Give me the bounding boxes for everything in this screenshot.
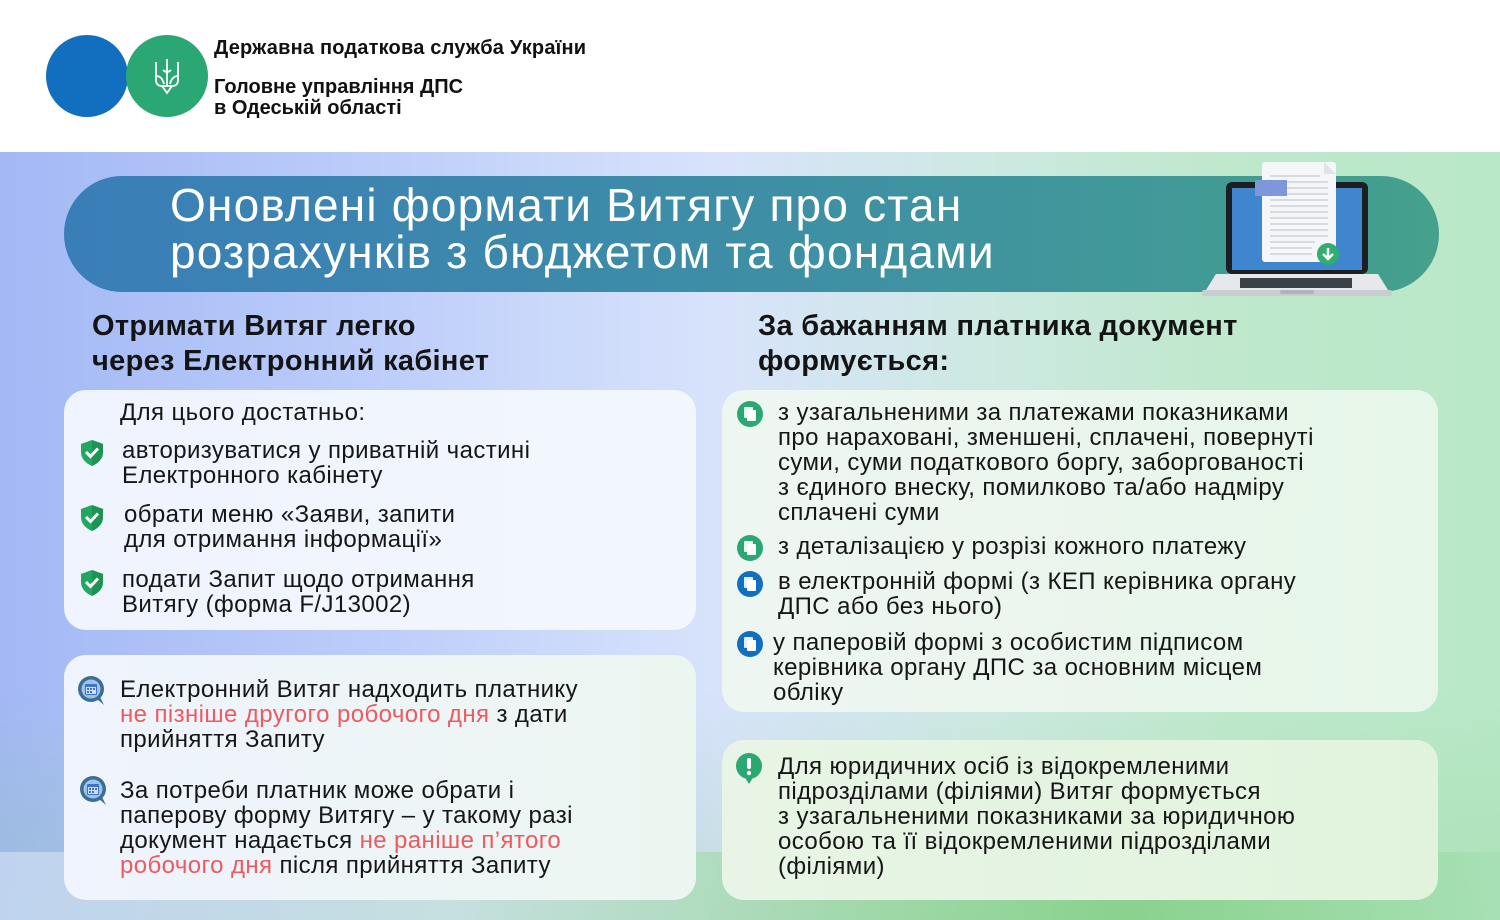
timing-1-line2 — [120, 702, 578, 727]
org-sub-line1: Головне управління ДПС — [214, 76, 464, 98]
timing-2-line3 — [120, 828, 573, 853]
left-heading-line2: через Електронний кабінет — [92, 345, 490, 377]
timing-item-2 — [120, 778, 573, 878]
step-item-2 — [124, 502, 455, 552]
option-4-line3: обліку — [773, 679, 844, 706]
note-line3: з узагальненими показниками за юридичною — [778, 803, 1296, 830]
document-copy-icon — [736, 400, 764, 428]
shield-check-icon — [80, 504, 104, 532]
shield-check-icon — [80, 439, 104, 467]
note-line2: підрозділами (філіями) Витяг формується — [778, 778, 1261, 805]
step-1-line2: Електронного кабінету — [122, 462, 383, 489]
step-item-3 — [122, 567, 475, 617]
laptop-document-download-icon — [1200, 154, 1395, 304]
logo-blue-circle — [46, 35, 128, 117]
step-3-line1: подати Запит щодо отримання — [122, 566, 475, 593]
option-1-line1: з узагальненими за платежами показниками — [778, 399, 1289, 426]
timing-1-line1: Електронний Витяг надходить платнику — [120, 676, 579, 703]
step-2-line1: обрати меню «Заяви, запити — [124, 501, 456, 528]
main-content — [0, 152, 1500, 920]
options-card — [722, 390, 1438, 712]
steps-intro: Для цього достатньо: — [120, 399, 366, 426]
option-item-4 — [773, 630, 1262, 705]
note-line4: особою та її відокремленими підрозділами — [778, 828, 1272, 855]
option-1-line2: про нараховані, зменшені, сплачені, повернуті — [778, 424, 1314, 451]
timing-2-line2: паперову форму Витягу – у такому разі — [120, 802, 573, 829]
highlight-deadline-electronic: не пізніше другого робочого дня — [120, 701, 490, 728]
timing-2-line4 — [120, 853, 573, 878]
timing-1-line2-rest: з дати — [489, 701, 568, 728]
calendar-icon — [77, 675, 107, 707]
option-2-line1: з деталізацією у розрізі кожного платежу — [778, 533, 1247, 560]
highlight-deadline-paper-1: не раніше п’ятого — [359, 827, 562, 854]
option-item-3 — [778, 569, 1296, 619]
step-1-line1: авторизуватися у приватній частині — [122, 437, 531, 464]
right-heading-line2: формується: — [758, 345, 950, 377]
right-heading-line1: За бажанням платника документ — [758, 310, 1238, 342]
option-1-line4: з єдиного внеску, помилково та/або надміру — [778, 474, 1285, 501]
note-line5: (філіями) — [778, 853, 885, 880]
header — [0, 0, 1500, 152]
option-item-2 — [778, 534, 1246, 559]
exclamation-pin-icon — [734, 752, 764, 788]
trident-coat-of-arms-icon — [152, 56, 182, 96]
title-line2: розрахунків з бюджетом та фондами — [170, 226, 995, 278]
left-heading — [92, 309, 489, 379]
logo-green-circle — [126, 35, 208, 117]
org-name: Державна податкова служба України — [214, 37, 587, 59]
step-2-line2: для отримання інформації» — [124, 526, 443, 553]
note-line1: Для юридичних осіб із відокремленими — [778, 753, 1230, 780]
note-card — [722, 740, 1438, 900]
timing-1-line3: прийняття Запиту — [120, 726, 325, 753]
option-4-line1: у паперовій формі з особистим підписом — [773, 629, 1244, 656]
highlight-deadline-paper-2: робочого дня — [120, 852, 273, 879]
document-copy-icon — [736, 630, 764, 658]
timing-2-line3-start: документ надається — [120, 827, 360, 854]
step-3-line2: Витягу (форма F/J13002) — [122, 591, 412, 618]
step-item-1 — [122, 438, 530, 488]
option-1-line5: сплачені суми — [778, 499, 940, 526]
document-copy-icon — [736, 534, 764, 562]
timing-card — [64, 655, 696, 900]
option-4-line2: керівника органу ДПС за основним місцем — [773, 654, 1263, 681]
option-3-line1: в електронній формі (з КЕП керівника органу — [778, 568, 1297, 595]
steps-card — [64, 390, 696, 630]
org-subdivision — [214, 77, 463, 119]
timing-2-line1: За потреби платник може обрати і — [120, 777, 515, 804]
option-3-line2: ДПС або без нього) — [778, 593, 1003, 620]
org-sub-line2: в Одеській області — [214, 97, 402, 119]
timing-2-line4-rest: після прийняття Запиту — [272, 852, 551, 879]
option-1-line3: суми, суми податкового боргу, заборгованості — [778, 449, 1304, 476]
option-item-1 — [778, 400, 1314, 525]
calendar-icon — [79, 775, 109, 807]
timing-item-1 — [120, 677, 578, 752]
left-heading-line1: Отримати Витяг легко — [92, 310, 416, 342]
title-line1: Оновлені формати Витягу про стан — [170, 179, 963, 231]
right-heading — [758, 309, 1238, 379]
document-copy-icon — [736, 570, 764, 598]
page-title — [170, 179, 1170, 278]
note-text — [778, 754, 1295, 879]
shield-check-icon — [80, 569, 104, 597]
